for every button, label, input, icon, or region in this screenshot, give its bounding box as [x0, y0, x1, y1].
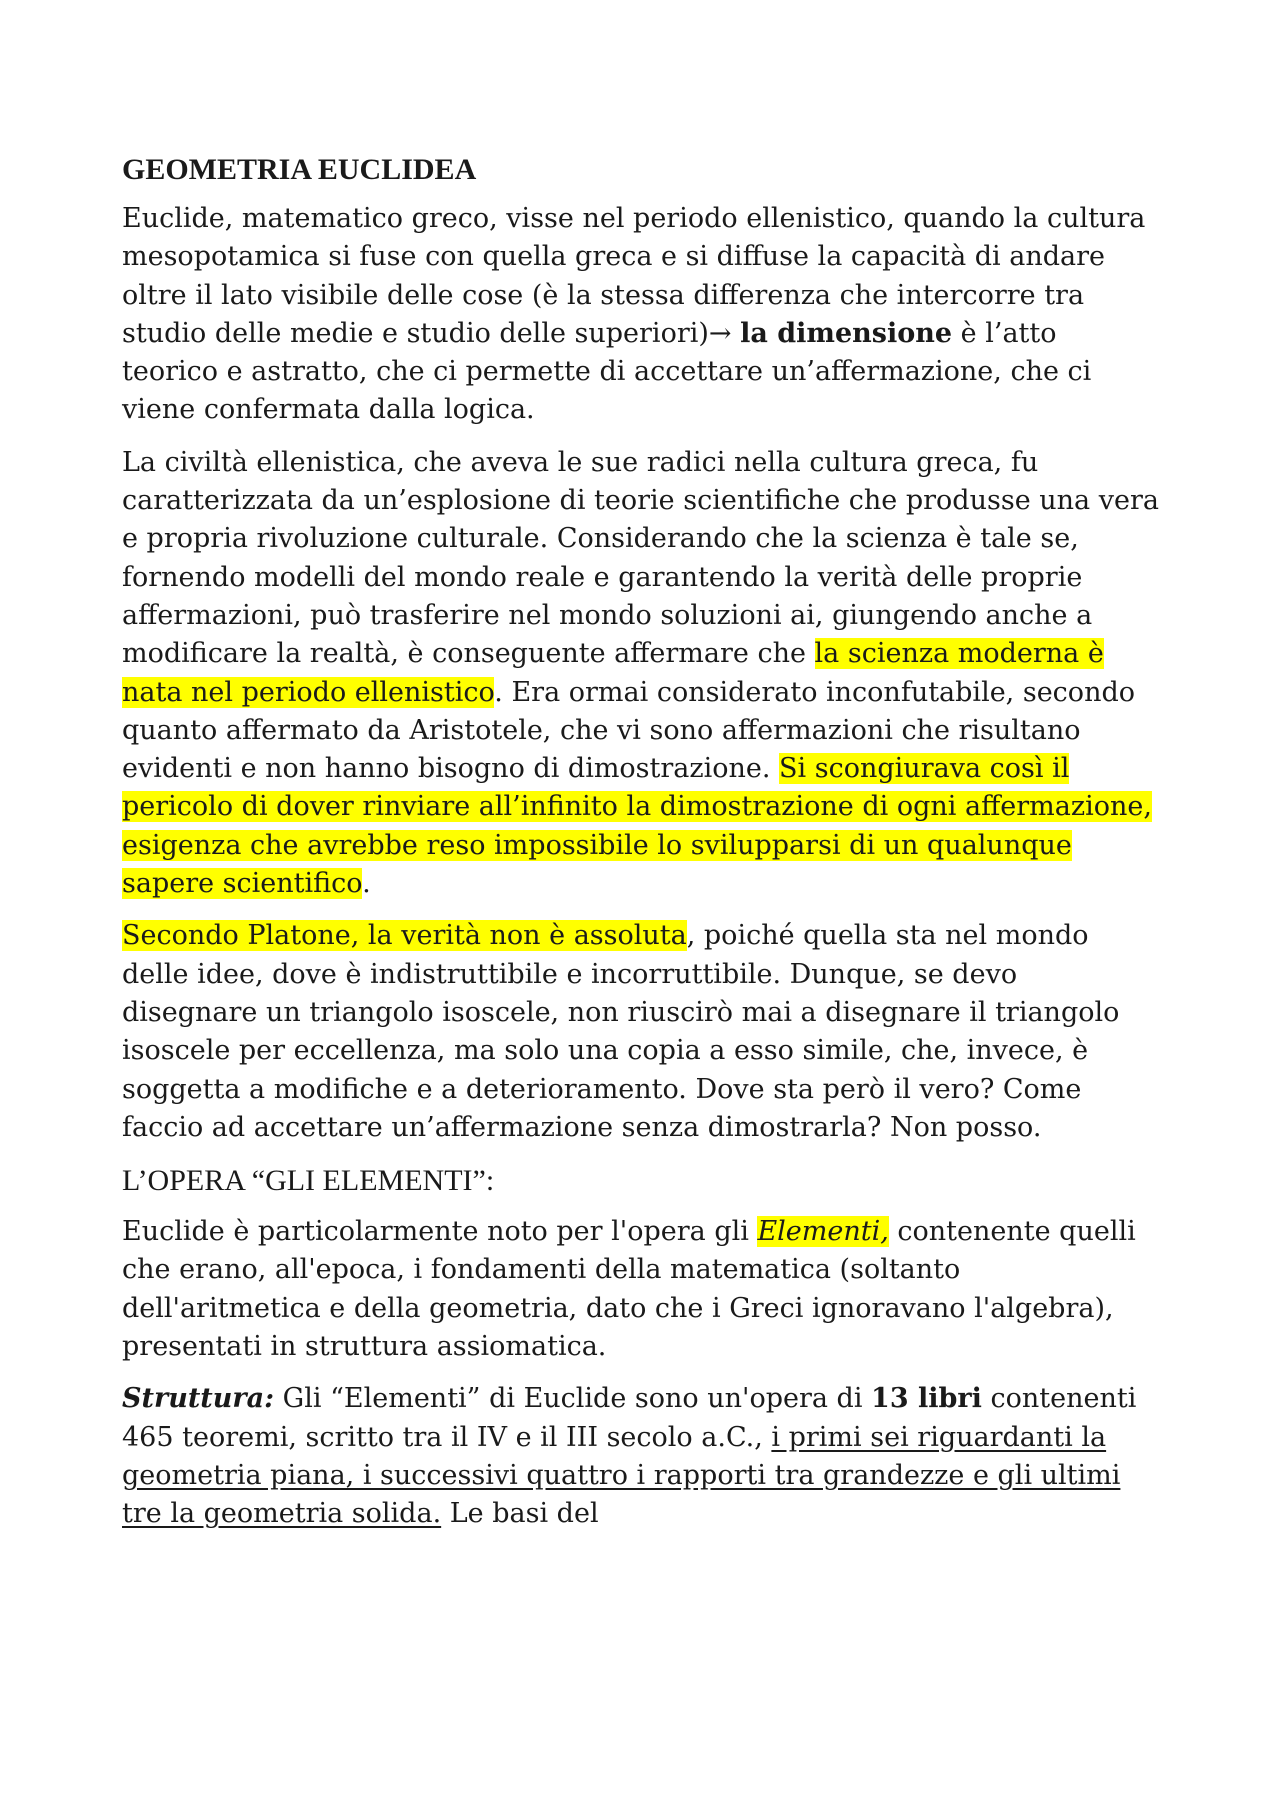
underlined-text: i primi sei riguardanti la geometria piana, i successivi quattro i rapporti tra grandezze e gli ultimi tre la geometria solida.: [122, 1421, 1121, 1530]
highlighted-text: la scienza moderna è nata nel periodo ellenistico: [122, 638, 1104, 708]
paragraph-text: Euclide è particolarmente noto per l'opera gli: [122, 1216, 758, 1248]
arrow-glyph: →: [708, 317, 741, 349]
highlighted-italic-text: Elementi,: [757, 1216, 889, 1248]
paragraph-text: contenenti 465 teoremi, scritto tra il IV e il III secolo a.C.,: [122, 1383, 1137, 1453]
paragraph-elementi: [122, 1213, 1160, 1366]
paragraph-platone: [122, 917, 1160, 1147]
paragraph-text: è l’atto teorico e astratto, che ci permette di accettare un’affermazione, che ci viene confermata dalla logica.: [122, 317, 1092, 426]
bold-term: 13 libri: [871, 1383, 982, 1415]
document-title: GEOMETRIA EUCLIDEA: [122, 153, 477, 186]
section-heading-elementi: L’OPERA “GLI ELEMENTI”:: [122, 1164, 495, 1198]
paragraph-text: . Era ormai considerato inconfutabile, secondo quanto affermato da Aristotele, che vi sono affermazioni che risultano evidenti e non hanno bisogno di dimostrazione.: [122, 676, 1135, 785]
paragraph-struttura: [122, 1380, 1160, 1533]
highlighted-text: Secondo Platone, la verità non è assoluta: [122, 920, 687, 952]
paragraph-text: Euclide, matematico greco, visse nel periodo ellenistico, quando la cultura mesopotamica si fuse con quella greca e si diffuse la capacità di andare oltre il lato visibile delle cose (è la stessa differenza che intercorre tra studio delle medie e studio delle superiori): [122, 203, 1146, 349]
paragraph-text: .: [362, 868, 371, 900]
highlighted-text: Si scongiurava così il pericolo di dover rinviare all’infinito la dimostrazione di ogni affermazione, esigenza che avrebbe reso impossibile lo svilupparsi di un qualunque sapere scientifico: [122, 753, 1152, 900]
paragraph-civilta-ellenistica: [122, 444, 1160, 904]
paragraph-text: contenente quelli che erano, all'epoca, i fondamenti della matematica (soltanto dell'aritmetica e della geometria, dato che i Greci ignoravano l'algebra), presentati in struttura assiomatica.: [122, 1216, 1136, 1363]
paragraph-text: , poiché quella sta nel mondo delle idee, dove è indistruttibile e incorruttibile. Dunque, se devo disegnare un triangolo isoscele, non riuscirò mai a disegnare il triangolo isoscele per eccellenza, ma solo una copia a esso simile, che, invece, è soggetta a modifiche e a deterioramento. Dove sta però il vero? Come faccio ad accettare un’affermazione senza dimostrarla? Non posso.: [122, 920, 1120, 1143]
paragraph-euclide: [122, 200, 1160, 430]
bold-term: la dimensione: [740, 317, 953, 349]
paragraph-text: La civiltà ellenistica, che aveva le sue radici nella cultura greca, fu caratterizzata da un’esplosione di teorie scientifiche che produsse una vera e propria rivoluzione culturale. Considerando che la scienza è tale se, fornendo modelli del mondo reale e garantendo la verità delle proprie affermazioni, può trasferire nel mondo soluzioni ai, giungendo anche a modificare la realtà, è conseguente affermare che: [122, 446, 1159, 670]
paragraph-text: Le basi del: [441, 1498, 599, 1530]
paragraph-text: Gli “Elementi” di Euclide sono un'opera di: [274, 1383, 872, 1415]
struttura-label: Struttura:: [122, 1383, 275, 1415]
